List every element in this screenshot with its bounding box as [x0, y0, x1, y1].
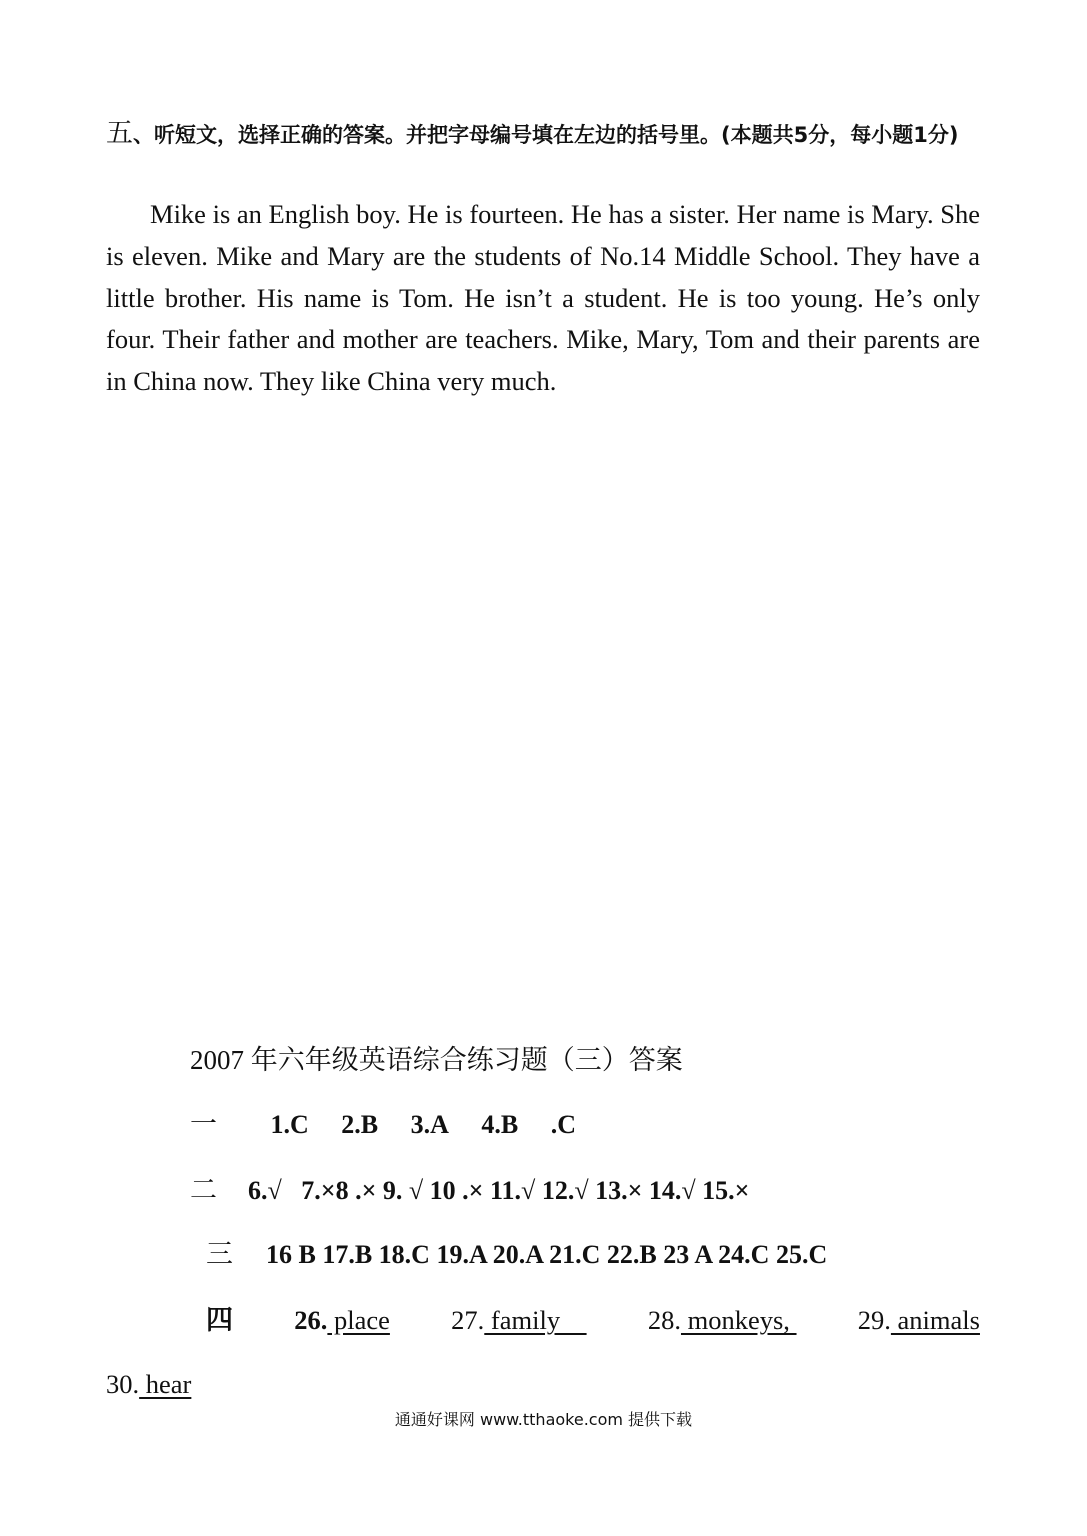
- answer-text: 6.√ 7.×8 .× 9. √ 10 .× 11.√ 12.√ 13.× 14.√ 15.×: [248, 1176, 750, 1205]
- answer-row-part2: [190, 1170, 750, 1211]
- part-label: 二: [190, 1175, 217, 1205]
- item-number: 28.: [647, 1305, 681, 1335]
- answer-row-part3: [206, 1234, 827, 1275]
- answer-key-title: 2007 年六年级英语综合练习题（三）答案: [190, 1045, 683, 1075]
- section-heading: [106, 112, 986, 157]
- item-answer: monkeys,: [680, 1305, 797, 1335]
- answer-text: 16 B 17.B 18.C 19.A 20.A 21.C 22.B 23 A 24.C 25.C: [266, 1240, 828, 1269]
- part-label: 三: [206, 1239, 233, 1269]
- answer-item: [858, 1300, 980, 1340]
- part-label: 一: [190, 1109, 217, 1139]
- item-number: 26.: [294, 1305, 328, 1335]
- answer-item: 4.B: [481, 1110, 519, 1139]
- item-answer: place: [327, 1305, 390, 1335]
- answer-item: 1.C: [270, 1110, 309, 1139]
- answer-row-part4-continued: [106, 1364, 191, 1404]
- answer-item: [648, 1300, 797, 1340]
- item-number: 29.: [857, 1305, 891, 1335]
- answer-row-part4: [206, 1300, 980, 1340]
- item-number: 27.: [451, 1305, 485, 1335]
- item-answer: animals: [890, 1305, 980, 1335]
- answer-item: 2.B: [341, 1110, 379, 1139]
- answer-item: 3.A: [410, 1110, 449, 1139]
- answer-row-part1: [190, 1104, 602, 1145]
- listening-passage: Mike is an English boy. He is fourteen. He has a sister. Her name is Mary. She is eleven. Mike and Mary are the students of No.14 Middle School. They have a little brother. His name is Tom. He isn’t a student. He is too young. He’s only four. Their father and mother are teachers. Mike, Mary, Tom and their parents are in China now. They like China very much.: [106, 199, 980, 397]
- section-number: 五: [106, 118, 133, 149]
- part-label: 四: [206, 1305, 233, 1335]
- item-number: 30.: [106, 1369, 140, 1399]
- answer-item: .C: [550, 1110, 577, 1139]
- answer-item: [294, 1300, 390, 1340]
- section-instruction: 、听短文，选择正确的答案。并把字母编号填在左边的括号里。(本题共5分，每小题1分): [133, 123, 959, 147]
- page-footer: 通通好课网 www.tthaoke.com 提供下载: [394, 1410, 693, 1429]
- item-answer: hear: [139, 1369, 192, 1399]
- item-answer: family: [484, 1305, 587, 1335]
- answer-item: [451, 1300, 586, 1340]
